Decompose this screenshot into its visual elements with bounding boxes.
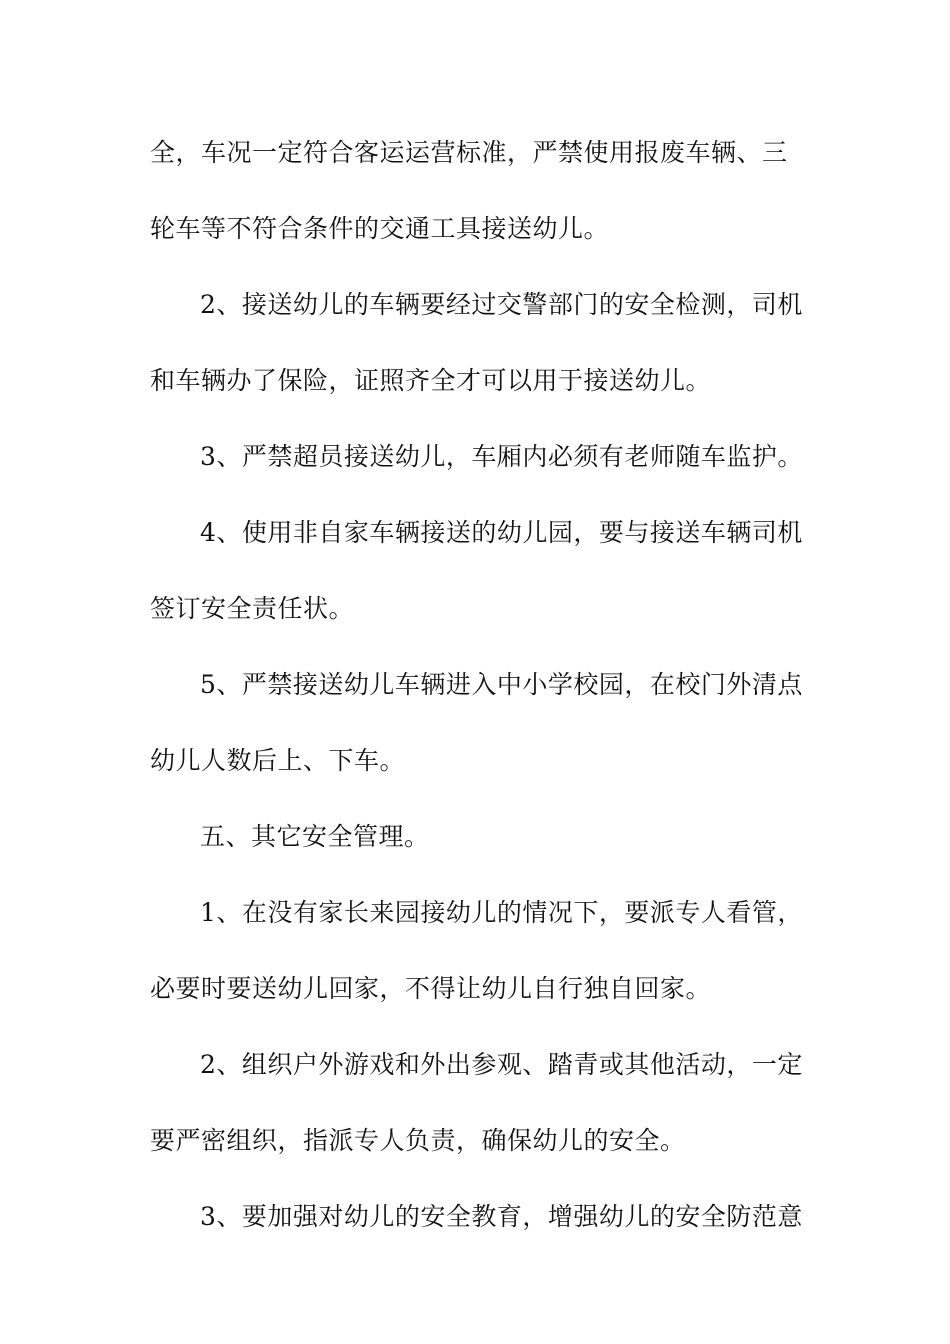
text-line: 2、组织户外游戏和外出参观、踏青或其他活动，一定 bbox=[200, 1050, 803, 1079]
text-line: 签订安全责任状。 bbox=[150, 594, 355, 623]
text-line: 轮车等不符合条件的交通工具接送幼儿。 bbox=[150, 214, 610, 243]
text-line: 全，车况一定符合客运运营标准，严禁使用报废车辆、三 bbox=[150, 138, 788, 167]
text-line: 4、使用非自家车辆接送的幼儿园，要与接送车辆司机 bbox=[200, 518, 803, 547]
text-line: 3、要加强对幼儿的安全教育，增强幼儿的安全防范意 bbox=[200, 1202, 803, 1231]
text-line: 必要时要送幼儿回家，不得让幼儿自行独自回家。 bbox=[150, 974, 712, 1003]
text-line: 1、在没有家长来园接幼儿的情况下，要派专人看管， bbox=[200, 898, 803, 927]
document-body bbox=[150, 128, 810, 1268]
text-line: 要严密组织，指派专人负责，确保幼儿的安全。 bbox=[150, 1126, 686, 1155]
text-line: 和车辆办了保险，证照齐全才可以用于接送幼儿。 bbox=[150, 366, 712, 395]
section-heading: 五、其它安全管理。 bbox=[200, 822, 430, 851]
text-line: 2、接送幼儿的车辆要经过交警部门的安全检测，司机 bbox=[200, 290, 803, 319]
text-line: 幼儿人数后上、下车。 bbox=[150, 746, 406, 775]
text-line: 3、严禁超员接送幼儿，车厢内必须有老师随车监护。 bbox=[200, 442, 803, 471]
text-line: 5、严禁接送幼儿车辆进入中小学校园，在校门外清点 bbox=[200, 670, 803, 699]
